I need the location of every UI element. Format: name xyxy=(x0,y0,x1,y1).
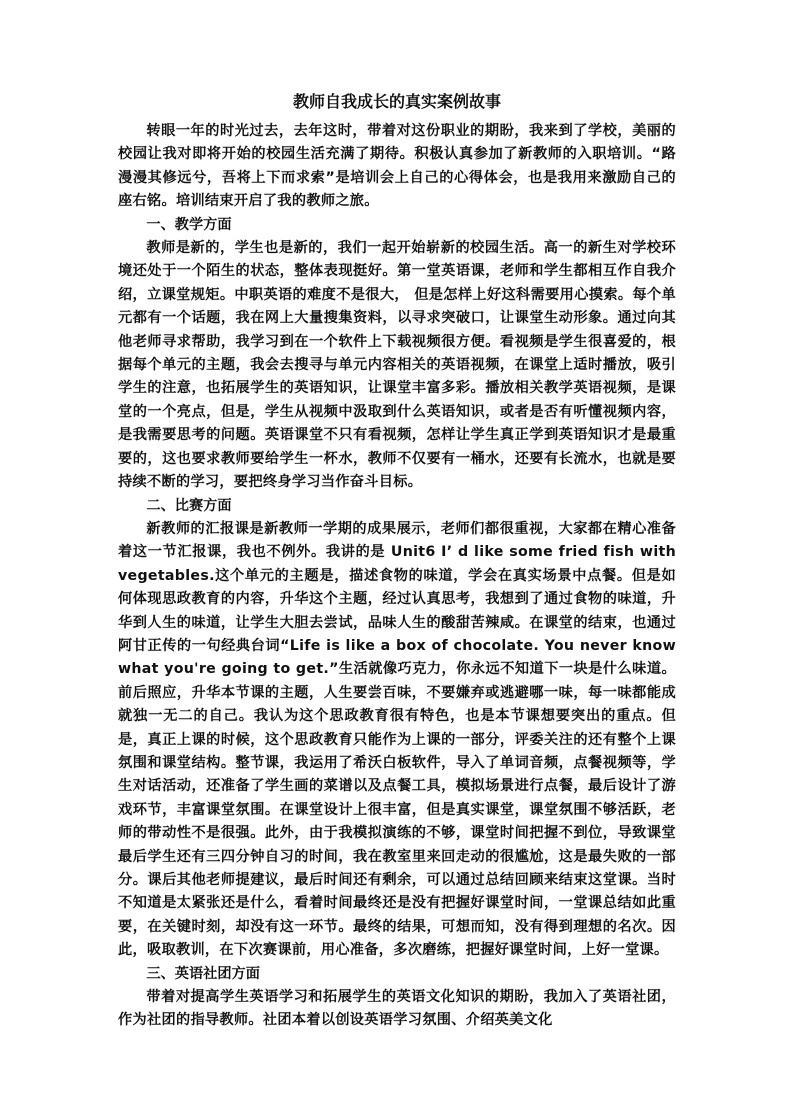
intro-paragraph: 转眼一年的时光过去，去年这时，带着对这份职业的期盼，我来到了学校，美丽的校园让我对即将开始的校园生活充满了期待。积极认真参加了新教师的入职培训。“路漫漫其修远兮，吾将上下而求索”是培训会上自己的心得体会，也是我用来激励自己的座右铭。培训结束开启了我的教师之旅。 xyxy=(118,123,676,210)
document-body xyxy=(118,120,676,1033)
section-heading-teaching: 一、教学方面 xyxy=(146,216,232,233)
section-heading-english-club: 三、英语社团方面 xyxy=(146,965,260,982)
section-paragraph-english-club: 带着对提高学生英语学习和拓展学生的英语文化知识的期盼，我加入了英语社团，作为社团的指导教师。社团本着以创设英语学习氛围、介绍英美文化 xyxy=(118,989,676,1029)
section-paragraph-teaching: 教师是新的，学生也是新的，我们一起开始崭新的校园生活。高一的新生对学校环境还处于一个陌生的状态，整体表现挺好。第一堂英语课，老师和学生都相互作自我介绍，立课堂规矩。中职英语的难度不是很大， 但是怎样上好这科需要用心摸索。每个单元都有一个话题，我在网上大量搜集资料，以寻求突破口，让课堂生动形象。通过向其他老师寻求帮助，我学习到在一个软件上下载视频很方便。看视频是学生很喜爱的，根据每个单元的主题，我会去搜寻与单元内容相关的英语视频，在课堂上适时播放，吸引学生的注意，也拓展学生的英语知识，让课堂丰富多彩。播放相关教学英语视频，是课堂的一个亮点，但是，学生从视频中汲取到什么英语知识，或者是否有听懂视频内容，是我需要思考的问题。英语课堂不只有看视频，怎样让学生真正学到英语知识才是最重要的，这也要求教师要给学生一杯水，教师不仅要有一桶水，还要有长流水，也就是要持续不断的学习，要把终身学习当作奋斗目标。 xyxy=(118,240,676,491)
section-heading-competition: 二、比赛方面 xyxy=(146,497,232,514)
section-paragraph-competition: 新教师的汇报课是新教师一学期的成果展示，老师们都很重视，大家都在精心准备着这一节汇报课，我也不例外。我讲的是 Unit6 I’ d like some fried fish with vegetables.这个单元的主题是，描述食物的味道，学会在真实场景中点餐。但是如何体现思政教育的内容，升华这个主题，经过认真思考，我想到了通过食物的味道，升华到人生的味道，让学生大胆去尝试，品味人生的酸甜苦辣咸。在课堂的结束，也通过阿甘正传的一句经典台词“Life is like a box of chocolate. You never know what you're going to get.”生活就像巧克力，你永远不知道下一块是什么味道。前后照应，升华本节课的主题，人生要尝百味，不要嫌弃或逃避哪一味，每一味都能成就独一无二的自己。我认为这个思政教育很有特色，也是本节课想要突出的重点。但是，真正上课的时候，这个思政教育只能作为上课的一部分，评委关注的还有整个上课氛围和课堂结构。整节课，我运用了希沃白板软件，导入了单词音频，点餐视频等，学生对话活动，还准备了学生画的菜谱以及点餐工具，模拟场景进行点餐，最后设计了游戏环节，丰富课堂氛围。在课堂设计上很丰富，但是真实课堂，课堂氛围不够活跃，老师的带动性不是很强。此外，由于我模拟演练的不够，课堂时间把握不到位，导致课堂最后学生还有三四分钟自习的时间，我在教室里来回走动的很尴尬，这是最失败的一部分。课后其他老师提建议，最后时间还有剩余，可以通过总结回顾来结束这堂课。当时不知道是太紧张还是什么，看着时间最终还是没有把握好课堂时间，一堂课总结如此重要，在关键时刻，却没有这一环节。最终的结果，可想而知，没有得到理想的名次。因此，吸取教训，在下次赛课前，用心准备，多次磨练，把握好课堂时间，上好一堂课。 xyxy=(118,520,676,959)
document-title: 教师自我成长的真实案例故事 xyxy=(292,92,501,111)
